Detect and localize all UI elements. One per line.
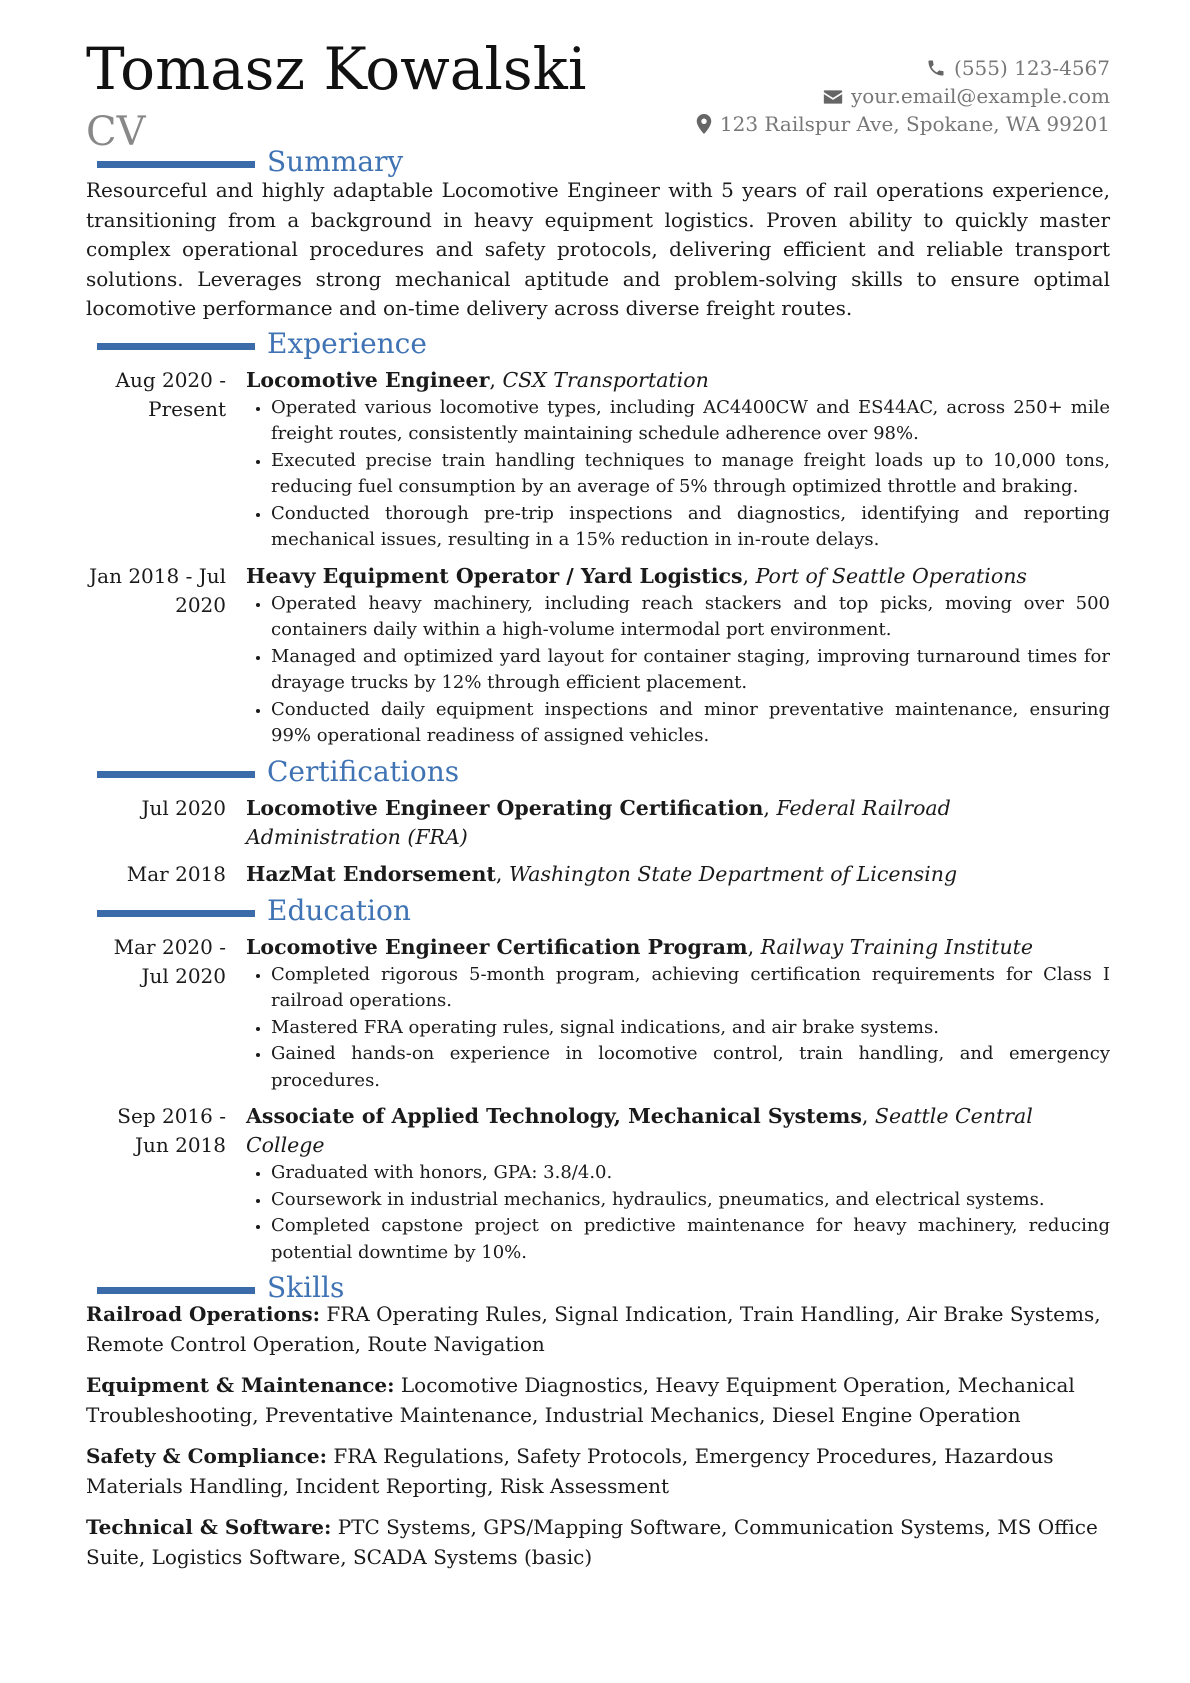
section-bar	[97, 343, 255, 350]
section-title-skills: Skills	[267, 1271, 345, 1304]
skill-group-label: Railroad Operations:	[86, 1302, 321, 1326]
job-role: Locomotive Engineer	[246, 367, 490, 392]
experience-entry	[86, 562, 1110, 750]
experience-entry	[86, 366, 1110, 554]
resume-page	[86, 0, 1110, 1584]
entry-body	[246, 860, 1110, 889]
section-title-experience: Experience	[267, 326, 427, 360]
section-title-summary: Summary	[267, 145, 404, 178]
skill-group	[86, 1442, 1110, 1501]
program-name: Locomotive Engineer Certification Program	[246, 934, 748, 959]
entry-title: Associate of Applied Technology, Mechanical Systems, Seattle Central College	[246, 1104, 1033, 1157]
certification-entry	[86, 860, 1110, 889]
entry-body	[246, 366, 1110, 554]
section-certifications-header	[86, 754, 1110, 790]
job-org: Port of Seattle Operations	[755, 563, 1027, 588]
section-summary-header	[86, 144, 1110, 180]
section-bar	[97, 1287, 255, 1294]
skill-group-label: Equipment & Maintenance:	[86, 1373, 395, 1397]
section-title-certifications: Certifications	[267, 754, 460, 788]
entry-date: Sep 2016 - Jun 2018	[117, 1104, 226, 1157]
program-name: Associate of Applied Technology, Mechanical Systems	[246, 1104, 862, 1128]
entry-date: Jan 2018 - Jul 2020	[89, 563, 226, 617]
skill-group	[86, 1300, 1110, 1359]
entry-body	[246, 1102, 1110, 1266]
bullet-item: • Graduated with honors, GPA: 3.8/4.0.	[271, 1160, 1110, 1187]
document-subtitle: CV	[86, 109, 146, 155]
entry-bullets	[246, 395, 1110, 554]
section-title-education: Education	[267, 893, 411, 927]
bullet-item: • Coursework in industrial mechanics, hydraulics, pneumatics, and electrical systems.	[271, 1187, 1110, 1214]
section-experience-header	[86, 326, 1110, 362]
summary-text: Resourceful and highly adaptable Locomotive Engineer with 5 years of rail operations experience, transitioning from a background in heavy equipment logistics. Proven ability to quickly master complex operational procedures and safety protocols, delivering efficient and reliable transport solutions. Leverages strong mechanical aptitude and problem-solving skills to ensure optimal locomotive performance and on-time delivery across diverse freight routes.	[86, 178, 1110, 320]
entry-title: Locomotive Engineer Certification Program, Railway Training Institute	[246, 934, 1034, 959]
section-bar	[97, 161, 255, 168]
bullet-item: • Completed rigorous 5-month program, achieving certification requirements for Class I railroad operations.	[271, 962, 1110, 1015]
bullet-item: • Executed precise train handling techniques to manage freight loads up to 10,000 tons, reducing fuel consumption by an average of 5% through optimized throttle and braking.	[271, 448, 1110, 501]
entry-bullets	[246, 591, 1110, 750]
skill-group-items: PTC Systems, GPS/Mapping Software, Communication Systems, MS Office Suite, Logistics Software, SCADA Systems (basic)	[86, 1515, 1098, 1569]
entry-date: Mar 2018	[126, 861, 226, 886]
education-entry	[86, 933, 1110, 1095]
skill-group-label: Safety & Compliance:	[86, 1444, 327, 1468]
education-entry	[86, 1102, 1110, 1266]
contact-email	[696, 82, 1110, 110]
candidate-name: Tomasz Kowalski	[86, 35, 587, 103]
school-name: Railway Training Institute	[760, 934, 1034, 959]
skill-group	[86, 1371, 1110, 1430]
entry-title: Heavy Equipment Operator / Yard Logistics, Port of Seattle Operations	[246, 563, 1027, 588]
certification-name: Locomotive Engineer Operating Certification	[246, 795, 764, 820]
job-org: CSX Transportation	[502, 367, 709, 392]
certification-issuer: Washington State Department of Licensing	[508, 861, 958, 886]
contact-block	[696, 54, 1110, 138]
bullet-item: • Mastered FRA operating rules, signal indications, and air brake systems.	[271, 1015, 1110, 1042]
section-skills-header	[86, 1270, 1110, 1306]
phone-icon	[926, 58, 946, 78]
entry-body	[246, 933, 1110, 1095]
section-bar	[97, 771, 255, 778]
entry-title: HazMat Endorsement, Washington State Department of Licensing	[246, 861, 958, 886]
section-education-header	[86, 893, 1110, 929]
entry-bullets	[246, 962, 1110, 1095]
contact-address	[696, 110, 1110, 138]
entry-title: Locomotive Engineer Operating Certification, Federal Railroad Administration (FRA)	[246, 795, 951, 849]
skill-group-items: Locomotive Diagnostics, Heavy Equipment Operation, Mechanical Troubleshooting, Preventative Maintenance, Industrial Mechanics, Diesel Engine Operation	[86, 1373, 1075, 1427]
bullet-item: • Operated heavy machinery, including reach stackers and top picks, moving over 500 containers daily within a high-volume intermodal port environment.	[271, 591, 1110, 644]
entry-bullets	[246, 1160, 1110, 1266]
bullet-item: • Operated various locomotive types, including AC4400CW and ES44AC, across 250+ mile freight routes, consistently maintaining schedule adherence over 98%.	[271, 395, 1110, 448]
phone-text[interactable]: (555) 123-4567	[954, 56, 1110, 80]
skill-group	[86, 1513, 1110, 1572]
entry-date: Aug 2020 - Present	[115, 367, 226, 421]
entry-title: Locomotive Engineer, CSX Transportation	[246, 367, 709, 392]
resume-header	[86, 0, 1110, 155]
section-bar	[97, 910, 255, 917]
certification-entry	[86, 794, 1110, 852]
skill-group-items: FRA Regulations, Safety Protocols, Emergency Procedures, Hazardous Materials Handling, Incident Reporting, Risk Assessment	[86, 1444, 1054, 1498]
bullet-item: • Managed and optimized yard layout for container staging, improving turnaround times for drayage trucks by 12% through efficient placement.	[271, 644, 1110, 697]
map-pin-icon	[696, 114, 712, 134]
entry-date: Mar 2020 - Jul 2020	[113, 934, 226, 988]
job-role: Heavy Equipment Operator / Yard Logistics	[246, 563, 743, 588]
skill-group-label: Technical & Software:	[86, 1515, 332, 1539]
entry-body	[246, 562, 1110, 750]
certification-issuer: Federal Railroad Administration (FRA)	[246, 795, 951, 849]
entry-date: Jul 2020	[141, 795, 226, 820]
envelope-icon	[823, 88, 843, 106]
contact-phone	[696, 54, 1110, 82]
bullet-item: • Conducted daily equipment inspections and minor preventative maintenance, ensuring 99% operational readiness of assigned vehicles.	[271, 697, 1110, 750]
address-text: 123 Railspur Ave, Spokane, WA 99201	[719, 112, 1110, 136]
skill-group-items: FRA Operating Rules, Signal Indication, Train Handling, Air Brake Systems, Remote Control Operation, Route Navigation	[86, 1302, 1101, 1356]
bullet-item: • Completed capstone project on predictive maintenance for heavy machinery, reducing potential downtime by 10%.	[271, 1213, 1110, 1266]
bullet-item: • Conducted thorough pre-trip inspections and diagnostics, identifying and reporting mechanical issues, resulting in a 15% reduction in in-route delays.	[271, 501, 1110, 554]
email-link[interactable]: your.email@example.com	[850, 84, 1110, 108]
bullet-item: • Gained hands-on experience in locomotive control, train handling, and emergency procedures.	[271, 1041, 1110, 1094]
school-name: Seattle Central College	[246, 1104, 1033, 1157]
certification-name: HazMat Endorsement	[246, 861, 496, 886]
entry-body	[246, 794, 1110, 852]
